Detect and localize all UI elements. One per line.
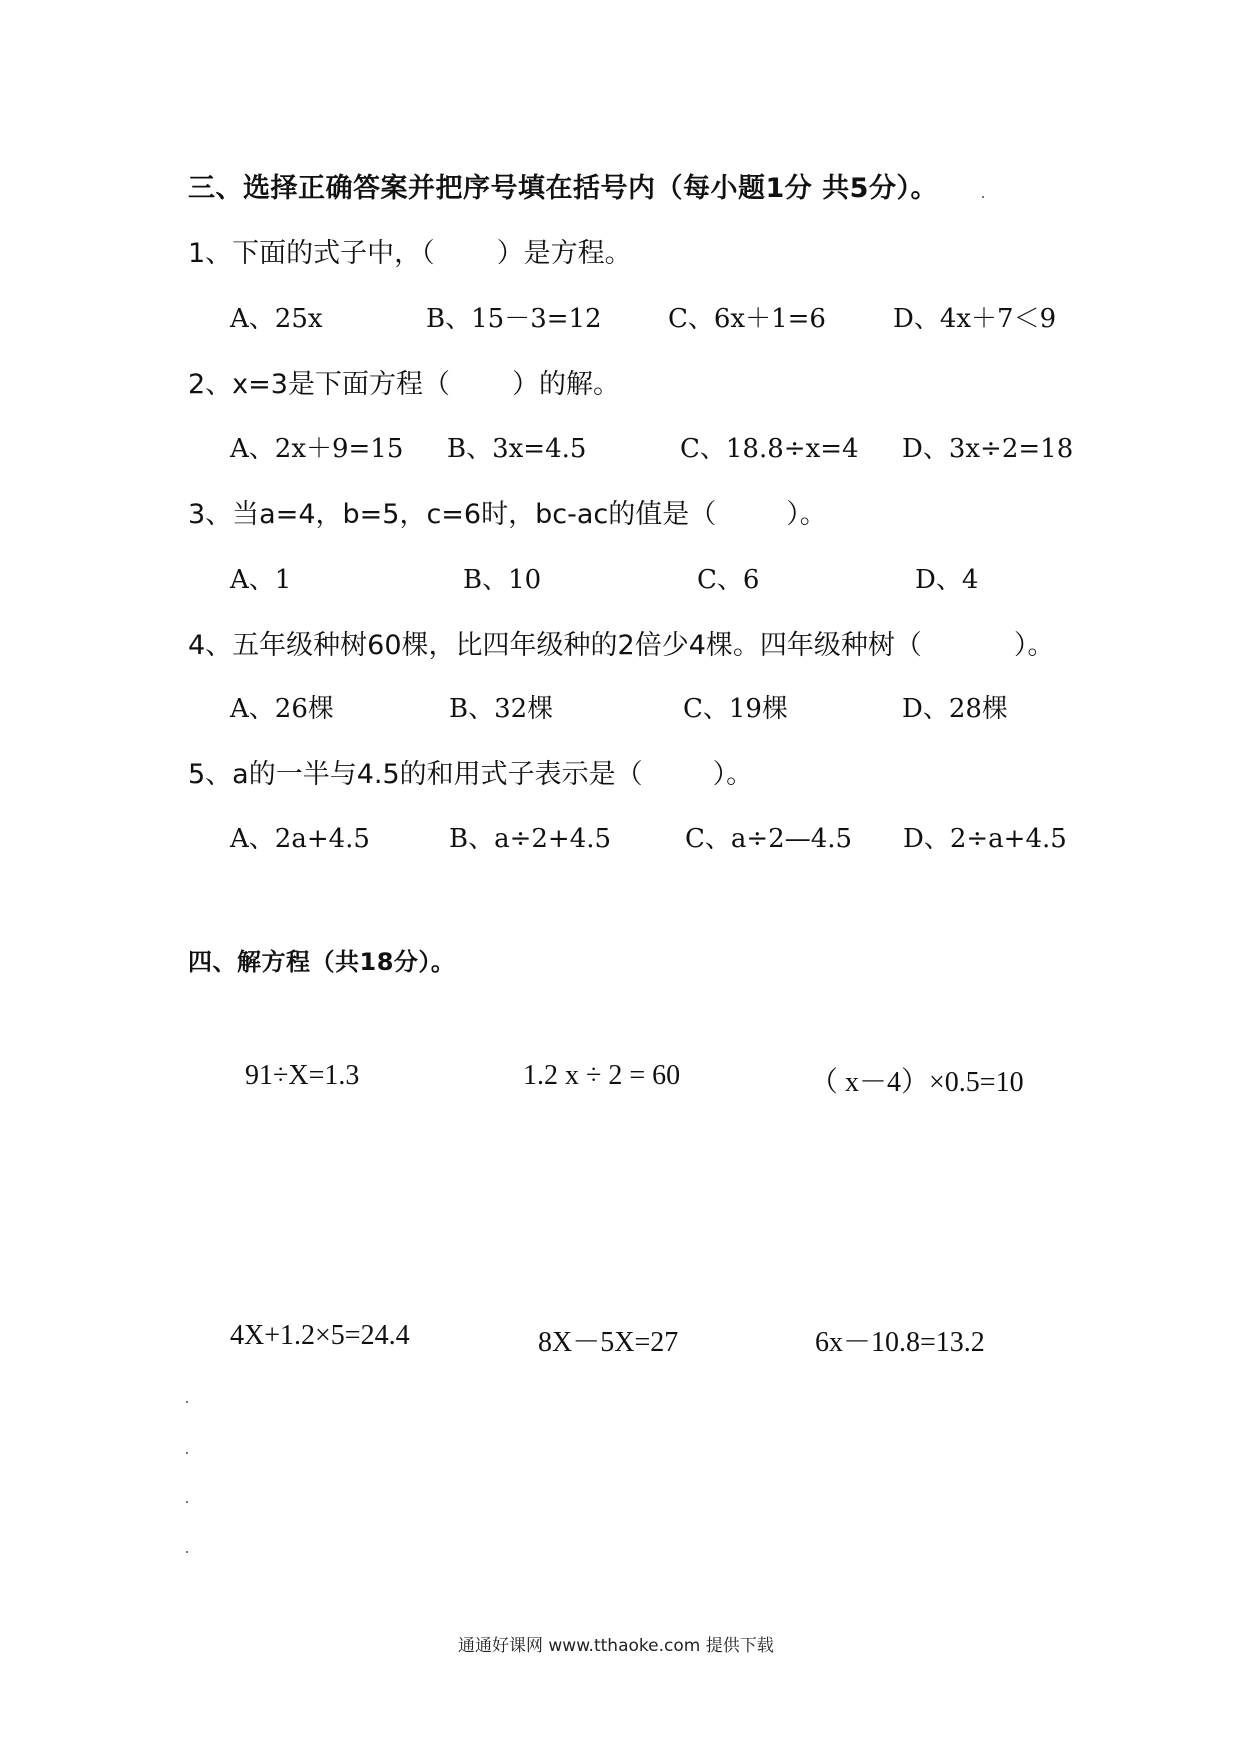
q2-option-c: C、18.8÷x=4 [680, 434, 859, 464]
question-2-stem-post: ）的解。 [511, 369, 620, 400]
q1-option-b: B、15－3=12 [426, 304, 602, 334]
scan-dot [186, 1401, 188, 1403]
question-2 [188, 362, 620, 401]
q1-option-a: A、25x [230, 304, 323, 334]
q4-option-d: D、28棵 [902, 694, 1008, 724]
equation-5: 8X－5X=27 [538, 1327, 679, 1358]
equation-4: 4X+1.2×5=24.4 [230, 1320, 410, 1351]
question-1-stem-post: ）是方程。 [496, 238, 632, 269]
question-3 [188, 492, 827, 531]
q5-option-d: D、2÷a+4.5 [903, 824, 1067, 854]
question-1-stem-pre: 1、下面的式子中，（ [188, 238, 435, 269]
question-2-stem-pre: 2、x=3是下面方程（ [188, 369, 450, 400]
q1-option-c: C、6x＋1=6 [668, 304, 826, 334]
q5-option-c: C、a÷2—4.5 [685, 824, 853, 854]
footer-attribution: 通通好课网 www.tthaoke.com 提供下载 [458, 1636, 774, 1656]
question-1 [188, 231, 632, 270]
question-5 [188, 752, 753, 791]
q2-option-d: D、3x÷2=18 [902, 434, 1074, 464]
q5-option-a: A、2a+4.5 [230, 824, 370, 854]
q5-option-b: B、a÷2+4.5 [449, 824, 612, 854]
equation-1: 91÷X=1.3 [245, 1060, 360, 1091]
question-4-stem-post: ）。 [1013, 630, 1055, 661]
q4-option-c: C、19棵 [683, 694, 788, 724]
question-5-stem-post: ）。 [712, 759, 754, 790]
question-3-stem-post: ）。 [786, 499, 827, 530]
question-5-stem-pre: 5、a的一半与4.5的和用式子表示是（ [188, 759, 643, 790]
scan-dot [982, 196, 984, 198]
question-4 [188, 623, 1054, 662]
q3-option-c: C、6 [697, 565, 760, 595]
q4-option-b: B、32棵 [449, 694, 554, 724]
section-4-heading: 四、解方程（共18分）。 [188, 948, 456, 976]
equation-6: 6x－10.8=13.2 [815, 1327, 985, 1358]
q2-option-b: B、3x=4.5 [447, 434, 587, 464]
q3-option-b: B、10 [463, 565, 542, 595]
q4-option-a: A、26棵 [230, 694, 334, 724]
equation-3: （ x－4）×0.5=10 [810, 1067, 1024, 1098]
scan-dot [186, 1452, 188, 1454]
question-4-stem-pre: 4、五年级种树60棵，比四年级种的2倍少4棵。四年级种树（ [188, 630, 922, 661]
equation-2: 1.2 x ÷ 2 = 60 [523, 1060, 681, 1091]
scan-dot [186, 1501, 188, 1503]
q2-option-a: A、2x＋9=15 [230, 434, 404, 464]
q3-option-d: D、4 [915, 565, 979, 595]
q3-option-a: A、1 [230, 565, 292, 595]
question-3-stem-pre: 3、当a=4，b=5，c=6时，bc-ac的值是（ [188, 499, 717, 530]
section-3-heading: 三、选择正确答案并把序号填在括号内（每小题1分 共5分）。 [188, 173, 938, 204]
q1-option-d: D、4x＋7＜9 [893, 304, 1057, 334]
scan-dot [186, 1551, 188, 1553]
